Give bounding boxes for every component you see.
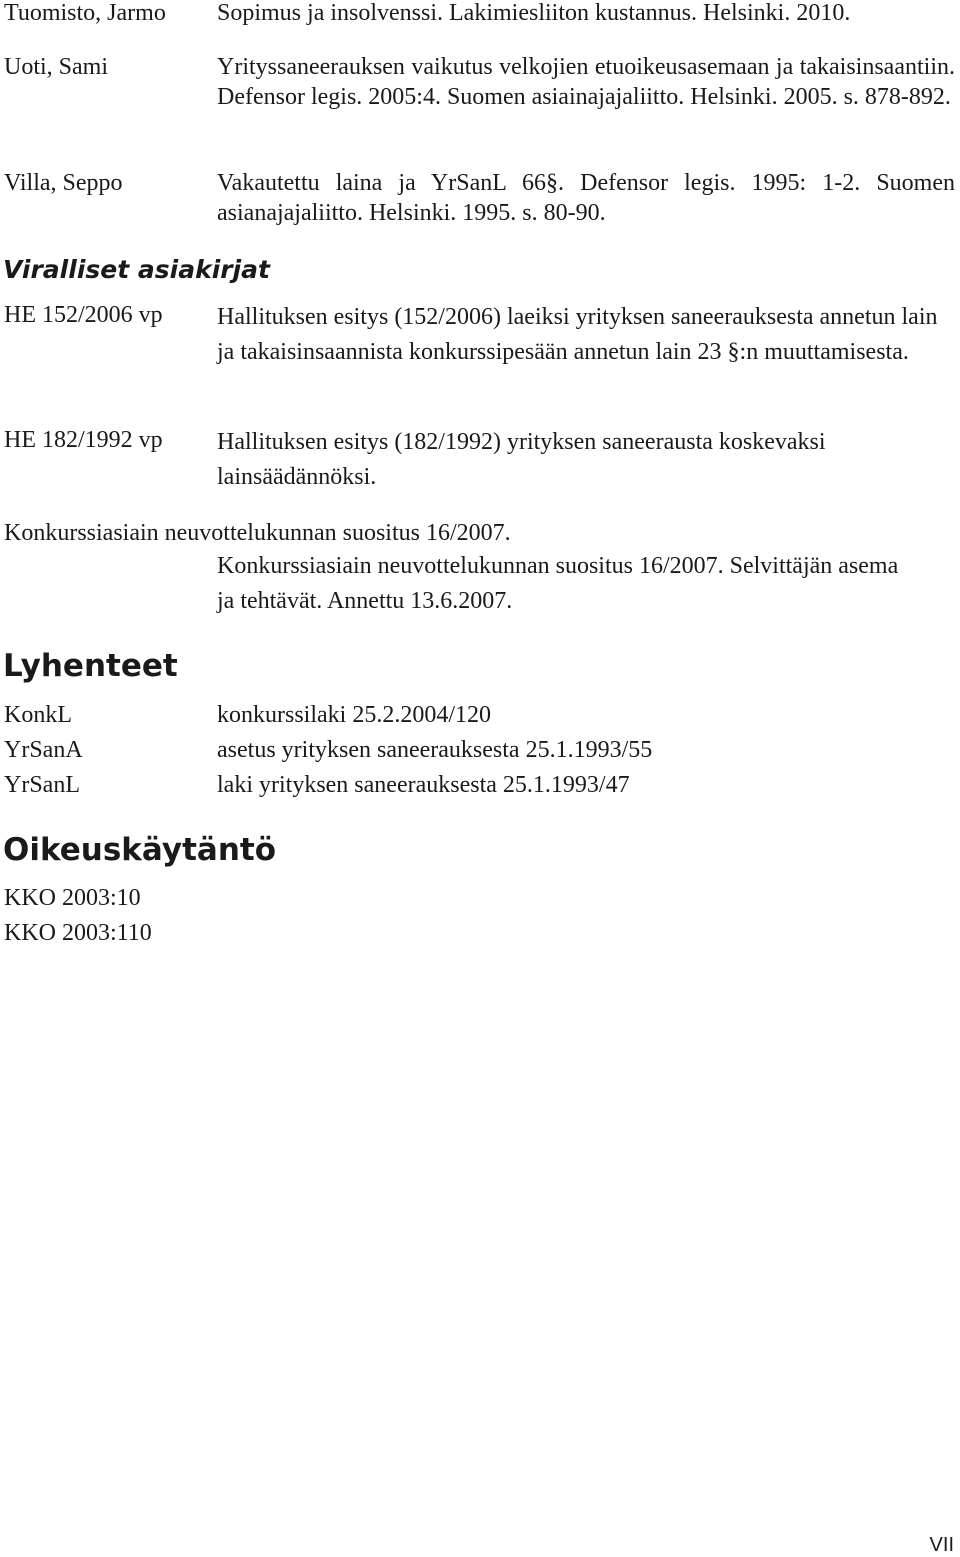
section-heading-abbreviations: Lyhenteet xyxy=(3,648,178,684)
section-heading-official-documents: Viralliset asiakirjat xyxy=(3,255,270,284)
bib-author: Uoti, Sami xyxy=(4,54,109,80)
bib-text: Sopimus ja insolvenssi. Lakimiesliiton kustannus. Helsinki. 2010. xyxy=(217,0,851,26)
abbreviation-meaning: asetus yrityksen saneerauksesta 25.1.1993/55 xyxy=(217,737,653,763)
bib-text: Vakautettu laina ja YrSanL 66§. Defensor legis. 1995: 1-2. Suomen asianajajaliitto. Helsinki. 1995. s. 80-90. xyxy=(217,170,955,226)
abbreviation: KonkL xyxy=(4,702,72,728)
case-reference: KKO 2003:10 xyxy=(4,885,141,911)
document-id: HE 152/2006 vp xyxy=(4,302,163,328)
document-text: Hallituksen esitys (182/1992) yrityksen saneerausta koskevaksi lainsäädännöksi. xyxy=(217,429,826,490)
document-text: Hallituksen esitys (152/2006) laeiksi yrityksen saneerauksesta annetun lain ja takaisinsaannista konkurssipesään annetun lain 23 §:n muuttamisesta. xyxy=(217,304,938,365)
page-number: VII xyxy=(929,1534,954,1556)
recommendation-text: Konkurssiasiain neuvottelukunnan suositus 16/2007. Selvittäjän asema ja tehtävät. Annettu 13.6.2007. xyxy=(217,553,899,614)
abbreviation-meaning: konkurssilaki 25.2.2004/120 xyxy=(217,702,491,728)
abbreviation-meaning: laki yrityksen saneerauksesta 25.1.1993/47 xyxy=(217,772,630,798)
recommendation-title: Konkurssiasiain neuvottelukunnan suositus 16/2007. xyxy=(4,520,511,546)
document-id: HE 182/1992 vp xyxy=(4,427,163,453)
bib-author: Tuomisto, Jarmo xyxy=(4,0,166,26)
case-reference: KKO 2003:110 xyxy=(4,920,152,946)
abbreviation: YrSanA xyxy=(4,737,83,763)
bib-text: Yrityssaneerauksen vaikutus velkojien etuoikeusasemaan ja takaisinsaantiin. Defensor legis. 2005:4. Suomen asiainajajaliitto. Helsinki. 2005. s. 878-892. xyxy=(217,54,955,110)
bib-author: Villa, Seppo xyxy=(4,170,123,196)
abbreviation: YrSanL xyxy=(4,772,80,798)
section-heading-case-law: Oikeuskäytäntö xyxy=(3,832,277,868)
